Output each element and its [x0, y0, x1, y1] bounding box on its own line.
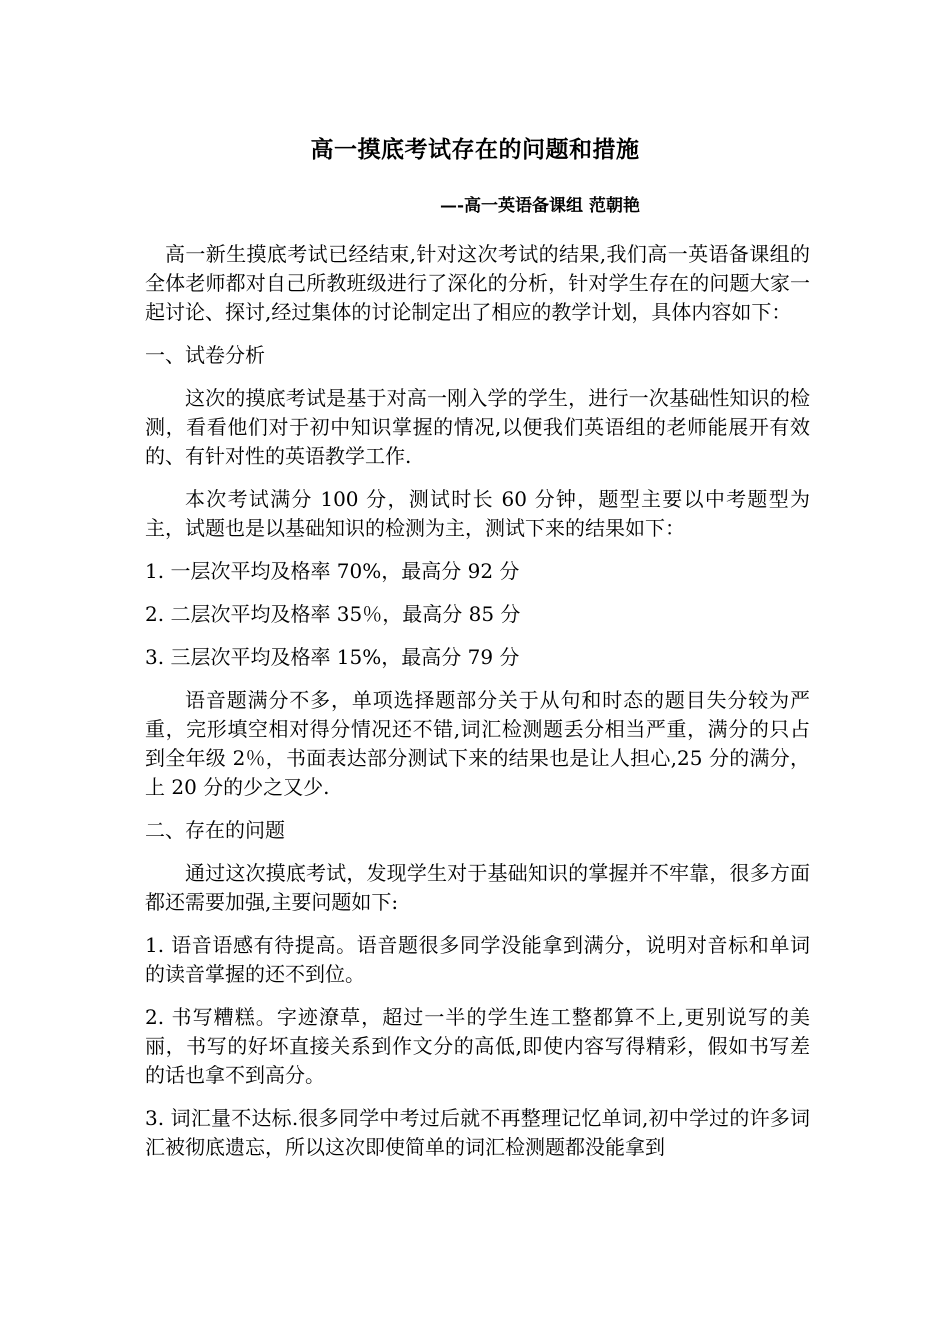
document-title: 高一摸底考试存在的问题和措施 — [310, 136, 640, 163]
intro-paragraph: 高一新生摸底考试已经结束,针对这次考试的结果,我们高一英语备课组的全体老师都对自己所教班级进行了深化的分析，针对学生存在的问题大家一起讨论、探讨,经过集体的讨论制定出了相应的教学计划，具体内容如下： — [145, 242, 810, 324]
analysis-paragraph-3: 语音题满分不多，单项选择题部分关于从句和时态的题目失分较为严重，完形填空相对得分情况还不错,词汇检测题丢分相当严重，满分的只占到全年级 2％，书面表达部分测试下来的结果也是让人担心,25 分的满分，上 20 分的少之又少. — [145, 688, 810, 799]
result-item: 1. 一层次平均及格率 70%，最高分 92 分 — [145, 559, 520, 583]
document-subtitle: —-高一英语备课组 范朝艳 — [440, 196, 640, 216]
section-heading-analysis: 一、试卷分析 — [145, 343, 265, 367]
result-item: 3. 三层次平均及格率 15%，最高分 79 分 — [145, 645, 520, 669]
problem-item: 3. 词汇量不达标.很多同学中考过后就不再整理记忆单词,初中学过的许多词汇被彻底遗忘，所以这次即使简单的词汇检测题都没能拿到 — [145, 1106, 810, 1159]
document-body — [145, 240, 810, 1176]
problem-item: 2. 书写糟糕。字迹潦草，超过一半的学生连工整都算不上,更别说写的美丽，书写的好坏直接关系到作文分的高低,即使内容写得精彩，假如书写差的话也拿不到高分。 — [145, 1005, 810, 1087]
analysis-paragraph-2: 本次考试满分 100 分，测试时长 60 分钟，题型主要以中考题型为主，试题也是以基础知识的检测为主，测试下来的结果如下： — [145, 487, 810, 540]
analysis-paragraph-1: 这次的摸底考试是基于对高一刚入学的学生，进行一次基础性知识的检测，看看他们对于初中知识掌握的情况,以便我们英语组的老师能展开有效的、有针对性的英语教学工作. — [145, 386, 810, 468]
problems-intro-paragraph: 通过这次摸底考试，发现学生对于基础知识的掌握并不牢靠，很多方面都还需要加强,主要问题如下: — [145, 861, 810, 914]
section-heading-problems: 二、存在的问题 — [145, 818, 285, 842]
result-item: 2. 二层次平均及格率 35％，最高分 85 分 — [145, 602, 521, 626]
problem-item: 1. 语音语感有待提高。语音题很多同学没能拿到满分，说明对音标和单词的读音掌握的还不到位。 — [145, 933, 810, 986]
